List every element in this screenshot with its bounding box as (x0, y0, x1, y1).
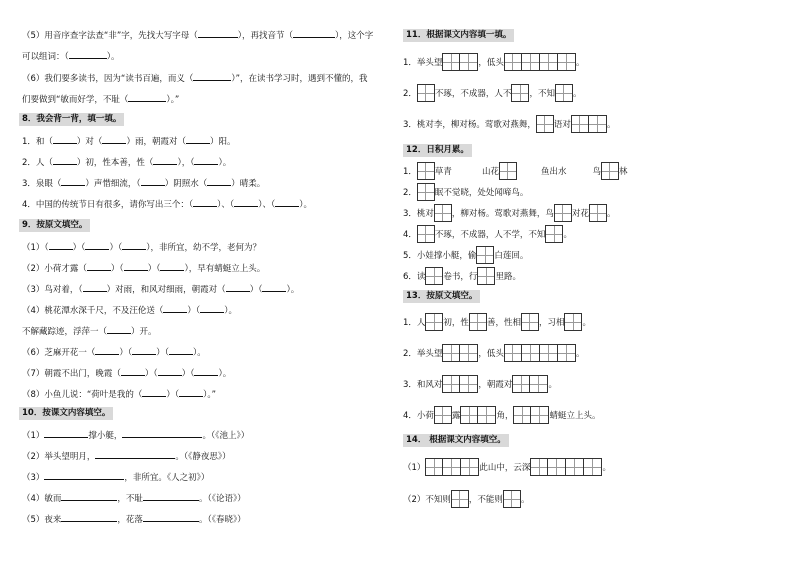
tianzige-grid[interactable] (571, 115, 607, 133)
text-segment: ），早有蜻蜓立上头。 (184, 264, 266, 274)
text-segment: （5）用音序查字法查“非”字，先找大写字母（ (22, 31, 198, 41)
tianzige-grid[interactable] (530, 458, 602, 476)
tianzige-cell[interactable] (558, 53, 576, 71)
tianzige-cell[interactable] (589, 204, 607, 222)
tianzige-cell[interactable] (417, 162, 435, 180)
text-segment: （2）不知则 (403, 495, 451, 505)
text-segment: 1．人 (403, 318, 426, 328)
text-segment: （5）夜来 (22, 515, 62, 525)
text-segment: 3．和风对 (403, 380, 443, 390)
blank-field[interactable] (102, 134, 126, 144)
tianzige-cell[interactable] (476, 246, 494, 264)
s13-line3 (403, 373, 557, 395)
text-segment: 不琢，不成器，人不学，不知 (434, 230, 546, 240)
tianzige-cell[interactable] (461, 458, 479, 476)
s10-line1 (22, 428, 249, 442)
section-10-title: 10．按课文内容填空。 (19, 407, 113, 420)
tianzige-cell[interactable] (469, 313, 487, 331)
tianzige-grid[interactable] (512, 375, 548, 393)
blank-field[interactable] (95, 449, 175, 459)
section-12-title: 12．日积月累。 (403, 144, 472, 157)
s9-line5 (22, 324, 157, 338)
text-segment: （1） (22, 431, 45, 441)
text-segment: 4． (403, 230, 417, 240)
text-segment: 鸟 (592, 167, 601, 177)
q6-line2 (22, 92, 179, 106)
blank-field[interactable] (61, 176, 85, 186)
text-segment: （4）敏而 (22, 494, 62, 504)
tianzige-cell[interactable] (434, 204, 452, 222)
tianzige-grid[interactable] (536, 115, 554, 133)
text-segment: ）。 (106, 52, 120, 62)
blank-field[interactable] (193, 71, 231, 81)
text-segment: 。（《春晓》） (198, 515, 246, 525)
text-segment: 4．中国的传统节日有很多，请你写出三个：（ (22, 200, 194, 210)
text-segment: ）初，性本善，性（ (76, 158, 154, 168)
s12-line4 (403, 223, 572, 245)
text-segment: 对花 (571, 209, 589, 219)
text-segment: ）（ (166, 390, 180, 400)
tianzige-grid[interactable] (417, 183, 435, 201)
tianzige-cell[interactable] (540, 344, 558, 362)
text-segment: 2．举头望 (403, 349, 443, 359)
tianzige-grid[interactable] (504, 53, 576, 71)
text-segment: ）阳。 (209, 137, 236, 147)
blank-field[interactable] (169, 345, 193, 355)
s10-line4 (22, 491, 246, 505)
tianzige-grid[interactable] (545, 225, 563, 243)
tianzige-cell[interactable] (540, 53, 558, 71)
text-segment: ）（ (156, 348, 169, 358)
blank-field[interactable] (186, 134, 210, 144)
tianzige-grid[interactable] (499, 162, 517, 180)
text-segment: 1． (403, 167, 417, 177)
blank-field[interactable] (83, 282, 107, 292)
text-segment: ）（ (72, 243, 86, 253)
tianzige-cell[interactable] (504, 344, 522, 362)
text-segment: ），非所宜，幼不学，老何为？ (146, 243, 261, 253)
text-segment: 3．桃对李，柳对杨。莺歌对燕舞， (403, 120, 536, 130)
s14-line2 (403, 488, 529, 510)
text-segment: ）、（ (258, 200, 276, 210)
blank-field[interactable] (194, 155, 218, 165)
text-segment: ）对（ (76, 137, 103, 147)
text-segment: ）（ (147, 264, 161, 274)
tianzige-grid[interactable] (425, 458, 479, 476)
tianzige-cell[interactable] (478, 406, 496, 424)
text-segment: ，不耻 (117, 494, 143, 504)
blank-field[interactable] (69, 49, 107, 59)
text-segment: （2）举头望明月， (22, 452, 96, 462)
text-segment: ，花落 (117, 515, 143, 525)
text-segment: 。 (575, 58, 585, 68)
tianzige-grid[interactable] (417, 162, 435, 180)
blank-field[interactable] (122, 428, 202, 438)
text-segment: ，低头 (478, 58, 504, 68)
tianzige-grid[interactable] (589, 204, 607, 222)
text-segment: 露 (451, 411, 461, 421)
s13-line4 (403, 404, 600, 426)
blank-field[interactable] (179, 387, 203, 397)
text-segment: ，习相 (538, 318, 565, 328)
tianzige-cell[interactable] (601, 162, 619, 180)
text-segment: ）。 (192, 348, 206, 358)
blank-field[interactable] (142, 387, 166, 397)
tianzige-cell[interactable] (417, 84, 435, 102)
text-segment: 里路。 (495, 272, 521, 282)
text-segment: 。 (575, 349, 585, 359)
text-segment: 善，性相 (486, 318, 521, 328)
text-segment: 。（《池上》） (202, 431, 250, 441)
blank-field[interactable] (128, 92, 166, 102)
tianzige-cell[interactable] (417, 183, 435, 201)
tianzige-grid[interactable] (460, 406, 496, 424)
text-segment: ），再找音节（ (237, 31, 293, 41)
text-segment: 2．人（ (22, 158, 53, 168)
tianzige-cell[interactable] (530, 375, 548, 393)
blank-field[interactable] (262, 282, 286, 292)
text-segment: 初，性 (443, 318, 469, 328)
tianzige-cell[interactable] (531, 406, 549, 424)
text-segment: ，不知 (529, 89, 555, 99)
tianzige-cell[interactable] (571, 115, 589, 133)
s8-line1 (22, 134, 235, 148)
text-segment: 林 (618, 167, 628, 177)
s12-line6 (403, 265, 521, 287)
tianzige-cell[interactable] (442, 375, 460, 393)
text-segment: 3．桃对 (403, 209, 434, 219)
tianzige-grid[interactable] (504, 344, 576, 362)
tianzige-grid[interactable] (425, 313, 443, 331)
text-segment: 们要做到“敏而好学，不耻（ (22, 95, 129, 105)
s9-line2 (22, 261, 265, 275)
text-segment: 1．举头望 (403, 58, 443, 68)
text-segment: ）雨，朝霞对（ (126, 137, 186, 147)
tianzige-grid[interactable] (442, 53, 478, 71)
text-segment: 5．小娃撑小艇，偷 (403, 251, 477, 261)
text-segment: ）阴照水（ (164, 179, 208, 189)
text-segment: 可以组词：（ (22, 52, 69, 62)
text-segment: ，柳对杨。莺歌对燕舞，鸟 (451, 209, 554, 219)
text-segment: ）声惜细流，（ (85, 179, 141, 189)
text-segment: ），（ (177, 158, 195, 168)
text-segment: ）（ (187, 306, 201, 316)
blank-field[interactable] (293, 28, 335, 38)
text-segment: 角， (496, 411, 514, 421)
blank-field[interactable] (53, 155, 77, 165)
text-segment: ）（ (144, 369, 158, 379)
blank-field[interactable] (122, 240, 146, 250)
text-segment: 。（《论语》） (198, 494, 246, 504)
blank-field[interactable] (198, 28, 238, 38)
s11-line2 (403, 82, 581, 104)
tianzige-cell[interactable] (460, 344, 478, 362)
s9-line4 (22, 303, 237, 317)
tianzige-cell[interactable] (460, 53, 478, 71)
s10-line3 (22, 470, 209, 484)
tianzige-cell[interactable] (584, 458, 602, 476)
text-segment: 鱼出水 (540, 167, 567, 177)
s9-line3 (22, 282, 299, 296)
tianzige-grid[interactable] (434, 204, 452, 222)
tianzige-cell[interactable] (442, 344, 460, 362)
tianzige-cell[interactable] (513, 406, 531, 424)
text-segment: ）”，在读书学习时，遇到不懂的，我 (231, 74, 368, 84)
text-segment: ）。 (286, 285, 300, 295)
tianzige-grid[interactable] (477, 267, 495, 285)
tianzige-grid[interactable] (601, 162, 619, 180)
text-segment: （2）小荷才露（ (22, 264, 87, 274)
blank-field[interactable] (132, 345, 156, 355)
text-segment: 。 (602, 463, 611, 473)
blank-field[interactable] (194, 366, 218, 376)
blank-field[interactable] (124, 261, 148, 271)
blank-field[interactable] (95, 345, 119, 355)
text-segment: （6）芝麻开花一（ (22, 348, 96, 358)
text-segment: ）。” (166, 95, 180, 105)
text-segment: 。（《静夜思》） (175, 452, 231, 462)
text-segment: 白莲回。 (494, 251, 529, 261)
s12-line3 (403, 202, 615, 224)
s14-line1 (403, 456, 611, 478)
text-segment: 6．读 (403, 272, 426, 282)
tianzige-grid[interactable] (554, 204, 572, 222)
tianzige-cell[interactable] (443, 458, 461, 476)
text-segment: 撑小艇， (88, 431, 123, 441)
blank-field[interactable] (193, 197, 217, 207)
tianzige-grid[interactable] (417, 84, 435, 102)
s12-line5 (403, 244, 528, 266)
s12-line1 (403, 160, 628, 182)
tianzige-cell[interactable] (548, 458, 566, 476)
tianzige-cell[interactable] (477, 267, 495, 285)
blank-field[interactable] (234, 197, 258, 207)
blank-field[interactable] (153, 155, 177, 165)
text-segment: （3）鸟对着，（ (22, 285, 83, 295)
blank-field[interactable] (141, 176, 165, 186)
tianzige-cell[interactable] (558, 344, 576, 362)
tianzige-grid[interactable] (434, 406, 452, 424)
text-segment: ）。 (299, 200, 312, 210)
section-8-title: 8．我会背一背，填一填。 (19, 113, 124, 126)
s13-line2 (403, 342, 584, 364)
text-segment: ）对雨，和风对细雨，朝霞对（ (106, 285, 226, 295)
tianzige-grid[interactable] (503, 490, 521, 508)
text-segment: 。 (606, 120, 616, 130)
s10-line5 (22, 512, 246, 526)
text-segment: 。 (548, 380, 557, 390)
s9-line1 (22, 240, 261, 254)
text-segment: ），这个字 (334, 31, 374, 41)
section-13-title: 13．按原文填空。 (403, 290, 480, 303)
tianzige-grid[interactable] (555, 84, 573, 102)
s11-line3 (403, 113, 615, 135)
tianzige-cell[interactable] (460, 406, 478, 424)
s8-line4 (22, 197, 312, 211)
blank-field[interactable] (107, 324, 131, 334)
blank-field[interactable] (53, 134, 77, 144)
text-segment: ）（ (119, 348, 133, 358)
tianzige-cell[interactable] (451, 490, 469, 508)
tianzige-grid[interactable] (417, 225, 435, 243)
text-segment: 3．泉眼（ (22, 179, 62, 189)
section-9-title: 9．按原文填空。 (19, 219, 90, 232)
text-segment: ）。 (218, 158, 232, 168)
blank-field[interactable] (44, 428, 88, 438)
tianzige-grid[interactable] (564, 313, 582, 331)
text-segment: 。 (606, 209, 616, 219)
text-segment: ，低头 (478, 349, 504, 359)
text-segment: ）开。 (131, 327, 157, 337)
tianzige-cell[interactable] (545, 225, 563, 243)
text-segment: ）、（ (217, 200, 235, 210)
text-segment: （7）朝霞不出门，晚霞（ (22, 369, 121, 379)
blank-field[interactable] (61, 491, 117, 501)
s10-line2 (22, 449, 231, 463)
blank-field[interactable] (200, 303, 224, 313)
blank-field[interactable] (158, 366, 182, 376)
text-segment: 蜻蜓立上头。 (549, 411, 601, 421)
tianzige-cell[interactable] (521, 313, 539, 331)
blank-field[interactable] (275, 197, 299, 207)
tianzige-grid[interactable] (476, 246, 494, 264)
tianzige-cell[interactable] (425, 458, 443, 476)
q5-line1 (22, 28, 373, 42)
text-segment: ，朝霞对 (478, 380, 513, 390)
blank-field[interactable] (163, 303, 187, 313)
blank-field[interactable] (85, 240, 109, 250)
blank-field[interactable] (160, 261, 184, 271)
blank-field[interactable] (226, 282, 250, 292)
text-segment: 草青 (434, 167, 452, 177)
s13-line1 (403, 311, 591, 333)
s8-line2 (22, 155, 231, 169)
tianzige-cell[interactable] (511, 84, 529, 102)
s8-line3 (22, 176, 265, 190)
blank-field[interactable] (61, 512, 117, 522)
text-segment: （1） (403, 463, 426, 473)
text-segment: ，非所宜。《人之初》） (124, 473, 210, 483)
text-segment: 不琢，不成器，人不 (434, 89, 512, 99)
text-segment: ）晴柔。 (231, 179, 266, 189)
q6-line1 (22, 71, 367, 85)
tianzige-cell[interactable] (417, 225, 435, 243)
text-segment: ）（ (109, 243, 123, 253)
text-segment: 4．小荷 (403, 411, 434, 421)
text-segment: 2． (403, 188, 417, 198)
tianzige-cell[interactable] (564, 313, 582, 331)
q5-line2 (22, 49, 120, 63)
tianzige-cell[interactable] (589, 115, 607, 133)
s9-line6 (22, 345, 206, 359)
tianzige-grid[interactable] (513, 406, 549, 424)
text-segment: 。 (563, 230, 572, 240)
text-segment: ）。” (203, 390, 216, 400)
tianzige-cell[interactable] (499, 162, 517, 180)
text-segment: ）。 (218, 369, 232, 379)
text-segment: （1）（ (22, 243, 49, 253)
text-segment: 2． (403, 89, 417, 99)
text-segment: （6）我们要多读书，因为“读书百遍，而义（ (22, 74, 194, 84)
text-segment: ）（ (249, 285, 263, 295)
tianzige-cell[interactable] (504, 53, 522, 71)
text-segment: （3） (22, 473, 45, 483)
s9-line8 (22, 387, 216, 401)
tianzige-cell[interactable] (522, 53, 540, 71)
text-segment: （4）桃花潭水深千尺，不及汪伦送（ (22, 306, 164, 316)
tianzige-cell[interactable] (566, 458, 584, 476)
text-segment: ）。 (224, 306, 237, 316)
blank-field[interactable] (143, 491, 199, 501)
tianzige-cell[interactable] (425, 267, 443, 285)
text-segment: 此山中，云深 (479, 463, 531, 473)
text-segment: 。 (582, 318, 591, 328)
tianzige-cell[interactable] (554, 204, 572, 222)
text-segment: 山花 (481, 167, 499, 177)
tianzige-cell[interactable] (442, 53, 460, 71)
text-segment: （8）小鱼儿说：“荷叶是我的（ (22, 390, 143, 400)
section-14-title: 14． 根据课文内容填空。 (403, 434, 509, 447)
tianzige-grid[interactable] (425, 267, 443, 285)
tianzige-cell[interactable] (522, 344, 540, 362)
tianzige-grid[interactable] (469, 313, 487, 331)
tianzige-cell[interactable] (536, 115, 554, 133)
section-11-title: 11．根据课文内容填一填。 (403, 29, 514, 42)
tianzige-cell[interactable] (512, 375, 530, 393)
text-segment: 1．和（ (22, 137, 53, 147)
blank-field[interactable] (44, 470, 124, 480)
tianzige-cell[interactable] (530, 458, 548, 476)
tianzige-cell[interactable] (555, 84, 573, 102)
text-segment: ）（ (110, 264, 124, 274)
s11-line1 (403, 51, 584, 73)
blank-field[interactable] (207, 176, 231, 186)
text-segment: 不解藏踪迹，浮萍一（ (22, 327, 108, 337)
blank-field[interactable] (143, 512, 199, 522)
tianzige-cell[interactable] (503, 490, 521, 508)
tianzige-cell[interactable] (460, 375, 478, 393)
tianzige-grid[interactable] (451, 490, 469, 508)
text-segment: 语对 (553, 120, 571, 130)
tianzige-grid[interactable] (442, 375, 478, 393)
blank-field[interactable] (49, 240, 73, 250)
tianzige-cell[interactable] (434, 406, 452, 424)
tianzige-grid[interactable] (442, 344, 478, 362)
s12-line2 (403, 181, 528, 203)
tianzige-grid[interactable] (511, 84, 529, 102)
tianzige-cell[interactable] (425, 313, 443, 331)
blank-field[interactable] (121, 366, 145, 376)
text-segment: 。 (572, 89, 582, 99)
text-segment: 。 (520, 495, 530, 505)
blank-field[interactable] (87, 261, 111, 271)
text-segment: 眠不觉晓，处处闻啼鸟。 (434, 188, 529, 198)
s9-line7 (22, 366, 231, 380)
text-segment: ，不能则 (468, 495, 503, 505)
tianzige-grid[interactable] (521, 313, 539, 331)
text-segment: ）（ (181, 369, 195, 379)
text-segment: 卷书，行 (443, 272, 478, 282)
